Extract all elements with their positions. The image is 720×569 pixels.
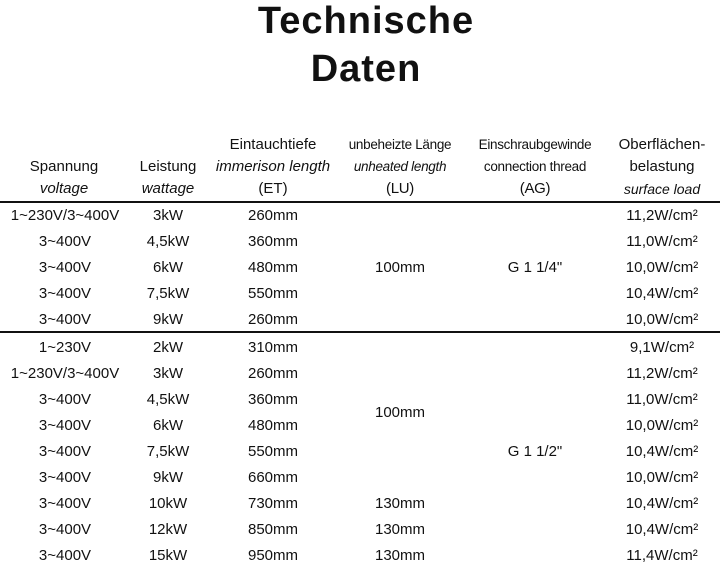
cell-et: 730mm bbox=[247, 495, 299, 512]
cell-et: 310mm bbox=[247, 339, 299, 356]
cell-wattage: 6kW bbox=[153, 259, 183, 276]
cell-wattage: 15kW bbox=[148, 547, 188, 564]
cell-et: 950mm bbox=[247, 547, 299, 564]
cell-voltage: 3~400V bbox=[38, 547, 92, 564]
cell-load: 10,4W/cm² bbox=[625, 495, 699, 512]
header-divider bbox=[0, 201, 720, 203]
cell-et: 260mm bbox=[247, 311, 299, 328]
cell-voltage: 3~400V bbox=[38, 495, 92, 512]
group-divider bbox=[0, 331, 720, 333]
cell-load: 9,1W/cm² bbox=[629, 339, 695, 356]
cell-load: 10,0W/cm² bbox=[625, 311, 699, 328]
cell-wattage: 4,5kW bbox=[146, 391, 190, 408]
cell-voltage: 3~400V bbox=[38, 259, 92, 276]
cell-load: 10,4W/cm² bbox=[625, 285, 699, 302]
cell-wattage: 9kW bbox=[153, 311, 183, 328]
cell-voltage: 1~230V bbox=[38, 339, 92, 356]
cell-et: 660mm bbox=[247, 469, 299, 486]
header-immersion-length: Eintauchtiefe immerison length (ET) bbox=[215, 136, 331, 197]
cell-ag: G 1 1/2" bbox=[507, 443, 563, 460]
cell-load: 11,0W/cm² bbox=[626, 391, 698, 408]
cell-wattage: 7,5kW bbox=[146, 285, 190, 302]
cell-voltage: 3~400V bbox=[38, 285, 92, 302]
cell-et: 550mm bbox=[247, 285, 299, 302]
cell-et: 550mm bbox=[247, 443, 299, 460]
cell-wattage: 10kW bbox=[148, 495, 188, 512]
cell-voltage: 1~230V/3~400V bbox=[10, 365, 120, 382]
cell-voltage: 3~400V bbox=[38, 233, 92, 250]
cell-wattage: 9kW bbox=[153, 469, 183, 486]
cell-voltage: 3~400V bbox=[38, 417, 92, 434]
cell-voltage: 3~400V bbox=[38, 521, 92, 538]
title-line-1: Technische bbox=[257, 0, 475, 42]
cell-lu: 130mm bbox=[374, 547, 426, 564]
cell-wattage: 12kW bbox=[148, 521, 188, 538]
cell-load: 10,0W/cm² bbox=[625, 259, 699, 276]
header-unheated-length: unbeheizte Länge unheated length (LU) bbox=[348, 137, 452, 197]
header-wattage: Leistung wattage bbox=[139, 158, 197, 197]
cell-voltage: 3~400V bbox=[38, 391, 92, 408]
cell-voltage: 1~230V/3~400V bbox=[10, 207, 120, 224]
cell-load: 11,0W/cm² bbox=[626, 233, 698, 250]
cell-lu: 100mm bbox=[374, 259, 426, 276]
cell-load: 10,4W/cm² bbox=[625, 521, 699, 538]
title-line-2: Daten bbox=[310, 48, 422, 90]
cell-wattage: 3kW bbox=[153, 365, 183, 382]
cell-et: 850mm bbox=[247, 521, 299, 538]
header-connection-thread: Einschraubgewinde connection thread (AG) bbox=[478, 137, 592, 197]
cell-wattage: 3kW bbox=[153, 207, 183, 224]
cell-wattage: 2kW bbox=[153, 339, 183, 356]
cell-load: 11,2W/cm² bbox=[626, 365, 698, 382]
header-voltage: Spannung voltage bbox=[29, 158, 99, 197]
cell-voltage: 3~400V bbox=[38, 443, 92, 460]
cell-load: 10,0W/cm² bbox=[625, 417, 699, 434]
cell-et: 480mm bbox=[247, 417, 299, 434]
cell-et: 360mm bbox=[247, 391, 299, 408]
cell-wattage: 7,5kW bbox=[146, 443, 190, 460]
cell-lu-group2: 100mm bbox=[374, 404, 426, 421]
cell-et: 260mm bbox=[247, 207, 299, 224]
cell-voltage: 3~400V bbox=[38, 311, 92, 328]
cell-lu: 130mm bbox=[374, 495, 426, 512]
cell-et: 480mm bbox=[247, 259, 299, 276]
cell-load: 10,0W/cm² bbox=[625, 469, 699, 486]
cell-load: 11,2W/cm² bbox=[626, 207, 698, 224]
cell-wattage: 4,5kW bbox=[146, 233, 190, 250]
cell-et: 360mm bbox=[247, 233, 299, 250]
header-surface-load: Oberflächen- belastung surface load bbox=[618, 136, 706, 197]
cell-ag: G 1 1/4" bbox=[507, 259, 563, 276]
cell-load: 10,4W/cm² bbox=[625, 443, 699, 460]
cell-load: 11,4W/cm² bbox=[626, 547, 698, 564]
cell-voltage: 3~400V bbox=[38, 469, 92, 486]
cell-et: 260mm bbox=[247, 365, 299, 382]
cell-wattage: 6kW bbox=[153, 417, 183, 434]
cell-lu: 130mm bbox=[374, 521, 426, 538]
